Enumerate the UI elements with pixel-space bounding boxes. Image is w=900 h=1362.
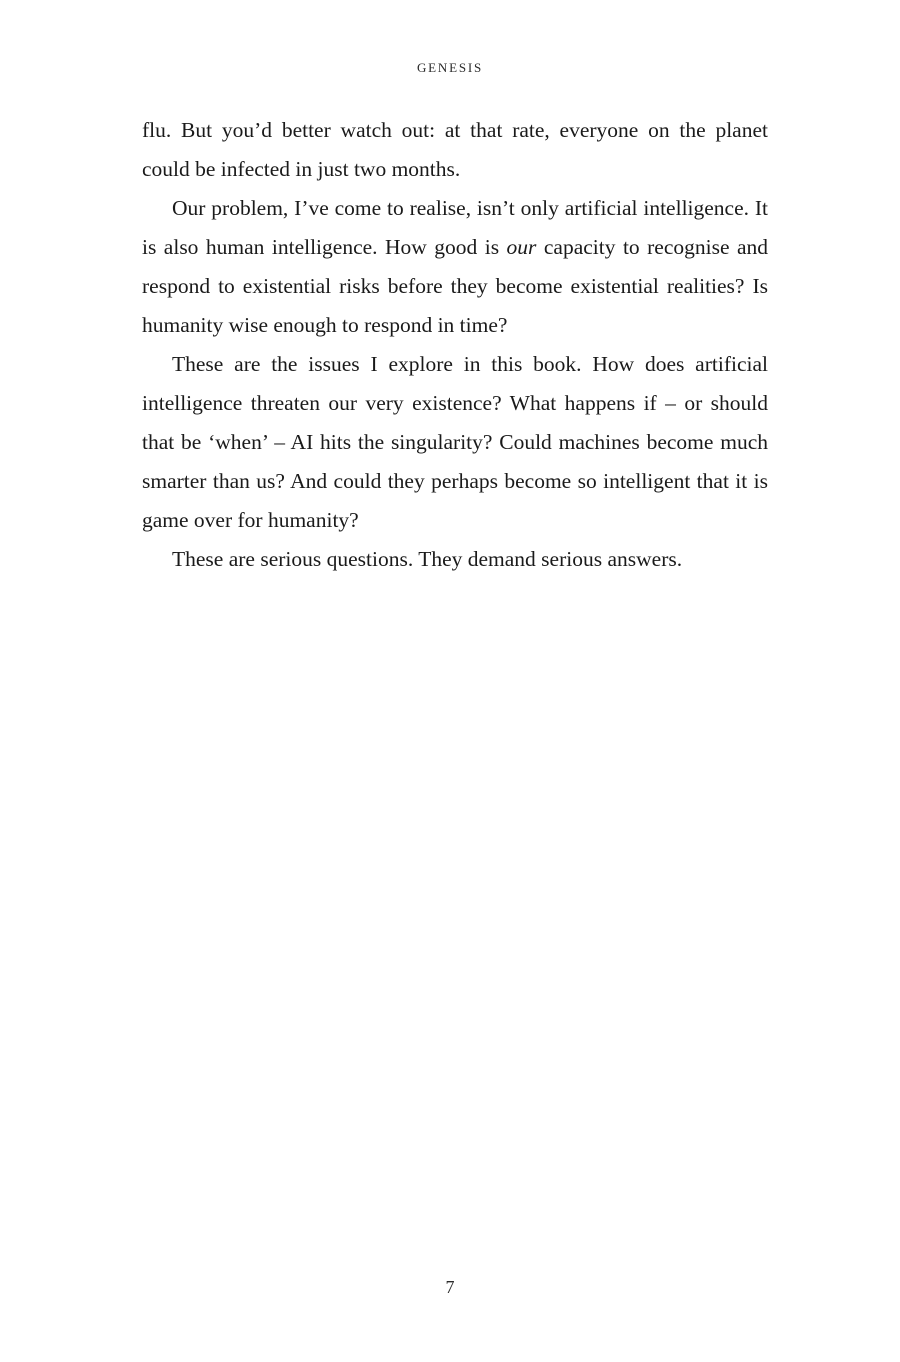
paragraph-1: [142, 111, 768, 189]
paragraph-3-text: These are the issues I explore in this book. How does artificial intelligence threaten our very existence? What happens if – or should that be ‘when’ – AI hits the singularity? Could machines become much smarter than us? And could they perhaps become so intelligent that it is game over for humanity?: [142, 352, 768, 532]
paragraph-2: [142, 189, 768, 345]
page-number: 7: [445, 1277, 455, 1297]
paragraph-1-text: flu. But you’d better watch out: at that rate, everyone on the planet could be infected in just two months.: [142, 118, 768, 181]
emphasis-our: our: [506, 235, 537, 259]
paragraph-2-text-a: Our problem, I’ve come to realise, isn’t only artificial intelligence. It is also human intelligence. How good is: [142, 196, 768, 259]
running-head: GENESIS: [416, 60, 484, 75]
paragraph-3: [142, 345, 768, 540]
paragraph-4-text: These are serious questions. They demand serious answers.: [172, 547, 683, 571]
paragraph-2-text-b: capacity to recognise and respond to existential risks before they become existential realities? Is humanity wise enough to respond in time?: [142, 235, 769, 337]
paragraph-4: [142, 540, 768, 579]
body-text: [142, 111, 768, 579]
